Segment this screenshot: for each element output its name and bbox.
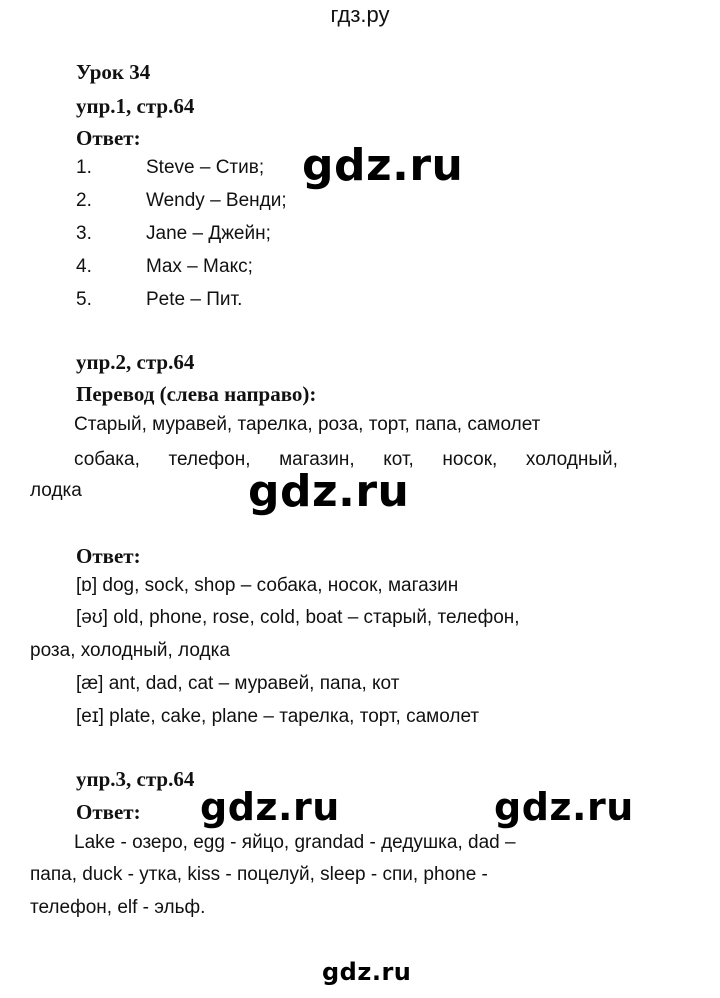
ex2-heading: упр.2, стр.64: [76, 350, 195, 374]
ex1-item-text: Jane – Джейн;: [146, 223, 271, 244]
ex3-heading: упр.3, стр.64: [76, 767, 195, 791]
word: собака,: [74, 449, 140, 470]
ex1-item-num: 1.: [76, 157, 92, 178]
ex3-answer-line: Lake - озеро, egg - яйцо, grandad - дедушка, dad –: [74, 832, 516, 853]
ex3-answer-line: телефон, elf - эльф.: [30, 897, 206, 918]
word: кот,: [383, 449, 414, 470]
site-header: гдз.ру: [330, 2, 390, 27]
watermark: gdz.ru: [200, 785, 340, 829]
ex2-answer-line: [eɪ] plate, cake, plane – тарелка, торт, самолет: [76, 706, 480, 727]
ex2-answer-line: роза, холодный, лодка: [30, 640, 230, 661]
watermark: gdz.ru: [248, 466, 410, 517]
ex2-answer-line: [æ] ant, dad, cat – муравей, папа, кот: [76, 673, 400, 694]
ex3-answer-label: Ответ:: [76, 800, 141, 824]
word: носок,: [442, 449, 498, 470]
word: телефон,: [168, 449, 251, 470]
ex2-answer-line: [əʊ] old, phone, rose, cold, boat – старый, телефон,: [76, 607, 520, 628]
ex1-item-text: Pete – Пит.: [146, 289, 243, 310]
watermark: gdz.ru: [322, 958, 412, 986]
ex1-answer-label: Ответ:: [76, 126, 141, 150]
ex1-item-num: 3.: [76, 223, 92, 244]
word: магазин,: [279, 449, 355, 470]
ex3-answer-line: папа, duck - утка, kiss - поцелуй, sleep - спи, phone -: [30, 864, 488, 885]
ex2-translation-label: Перевод (слева направо):: [76, 382, 317, 406]
lesson-title: Урок 34: [76, 60, 151, 84]
ex2-answer-line: [ɒ] dog, sock, shop – собака, носок, магазин: [76, 575, 459, 596]
ex2-answer-label: Ответ:: [76, 544, 141, 568]
ex1-item-num: 5.: [76, 289, 92, 310]
ex2-translation-line: Старый, муравей, тарелка, роза, торт, папа, самолет: [74, 414, 541, 435]
word: холодный,: [525, 449, 618, 470]
ex1-item-text: Steve – Стив;: [146, 157, 265, 178]
ex1-item-num: 2.: [76, 190, 92, 211]
ex2-translation-line: лодка: [30, 480, 82, 501]
ex1-heading: упр.1, стр.64: [76, 94, 195, 118]
ex1-item-num: 4.: [76, 256, 92, 277]
watermark: gdz.ru: [494, 785, 634, 829]
ex1-item-text: Max – Макс;: [146, 256, 253, 277]
watermark: gdz.ru: [302, 140, 464, 191]
ex1-item-text: Wendy – Венди;: [146, 190, 287, 211]
